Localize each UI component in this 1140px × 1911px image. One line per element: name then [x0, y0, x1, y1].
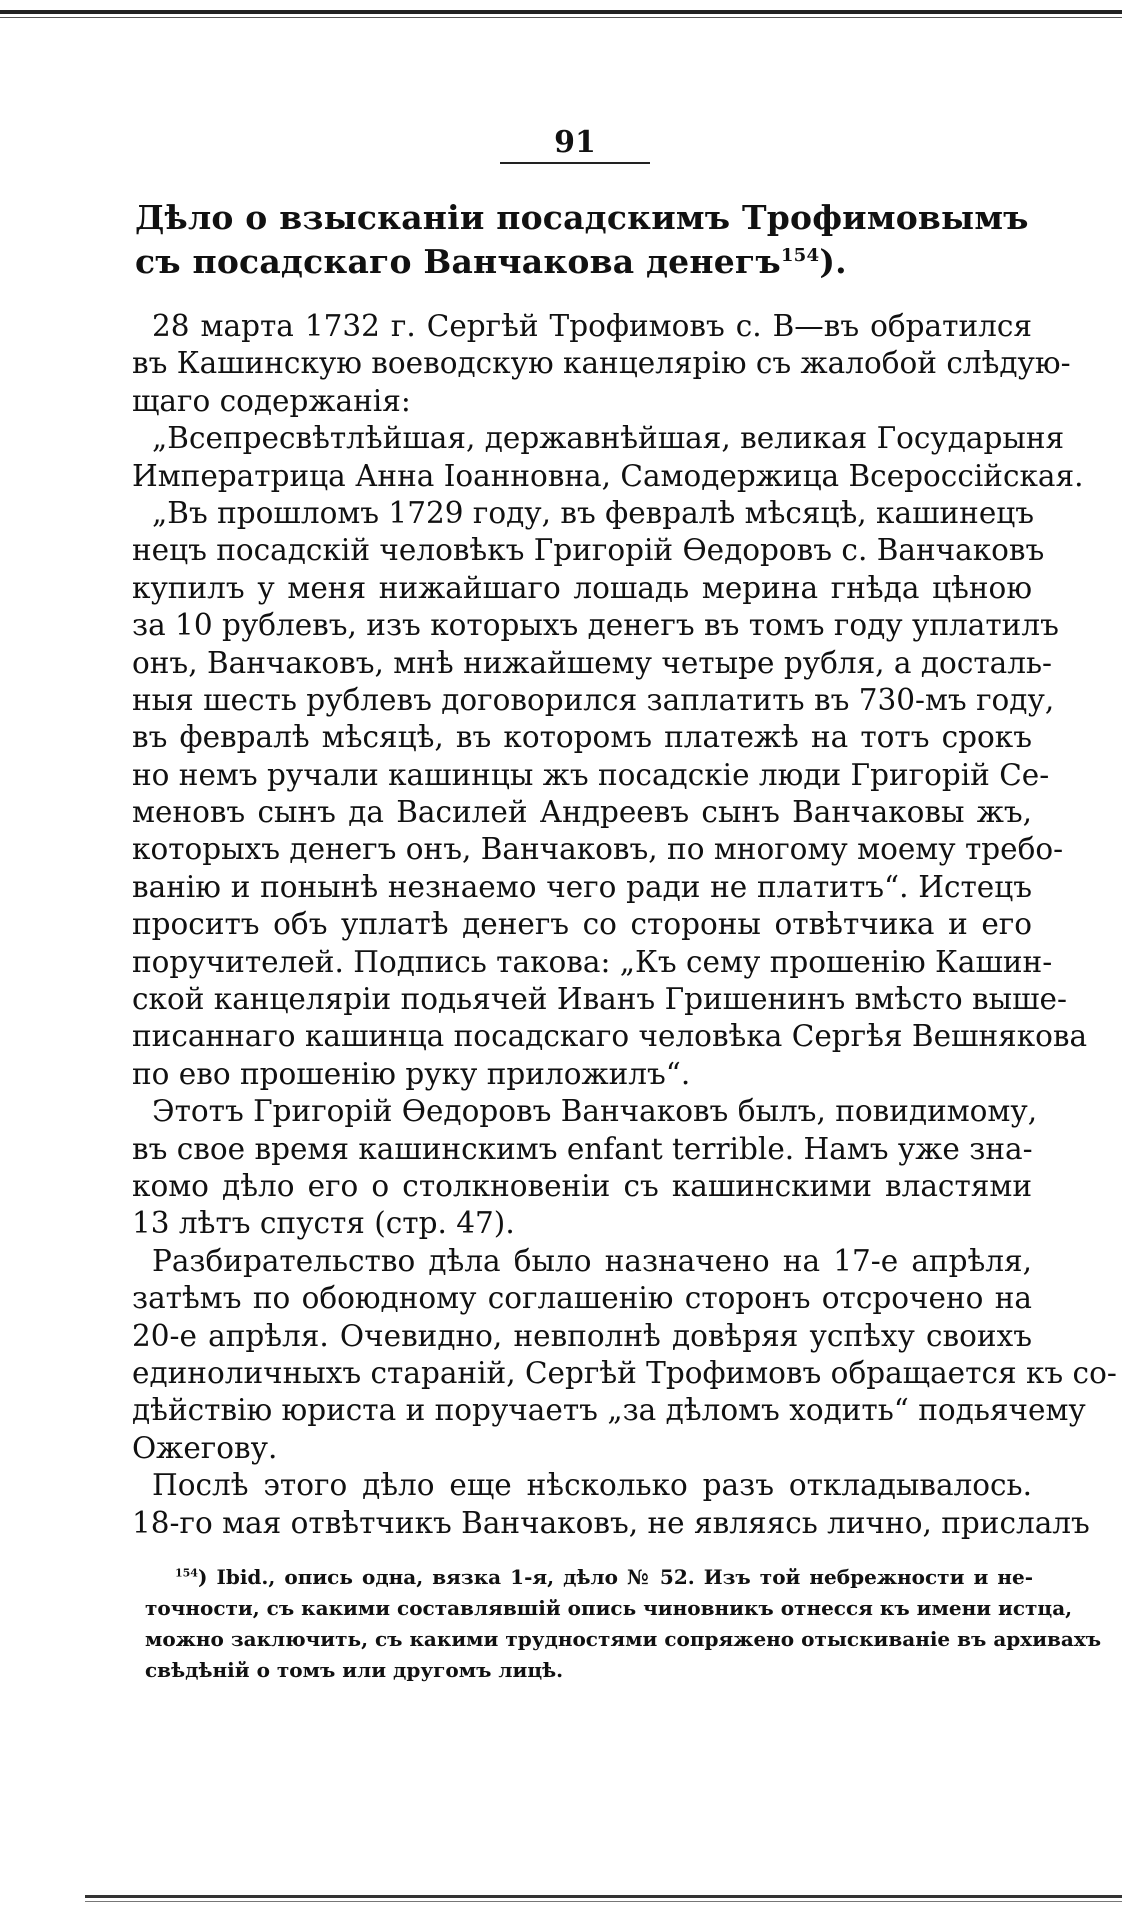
top-border-rule	[0, 10, 1122, 14]
top-border-thin-rule	[0, 17, 1122, 18]
bottom-border-thin-rule	[85, 1901, 1122, 1902]
body-text	[132, 308, 1117, 1542]
body-line: писаннаго кашинца посадскаго человѣка Сергѣя Вешнякова	[132, 1019, 1088, 1054]
body-line: Этотъ Григорій Ѳедоровъ Ванчаковъ былъ, повидимому,	[152, 1094, 1038, 1129]
body-line: но немъ ручали кашинцы жъ посадскіе люди Григорій Се-	[132, 757, 1050, 792]
footnote-line	[145, 1562, 1033, 1593]
body-line: затѣмъ по обоюдному соглашенію сторонъ отсрочено на	[132, 1281, 1032, 1316]
body-line: ской канцеляріи подьячей Иванъ Гришенинъ вмѣсто выше-	[132, 982, 1067, 1017]
title-line-2-end: ).	[819, 242, 847, 281]
title-line-2-text: съ посадскаго Ванчакова денегъ	[135, 242, 781, 281]
page-number: 91	[554, 125, 596, 160]
bottom-border-rule	[85, 1895, 1122, 1898]
title-footnote-ref: 154	[780, 245, 820, 266]
body-line: „Въ прошломъ 1729 году, въ февралѣ мѣсяцѣ, кашинецъ	[152, 495, 1035, 530]
body-line: ныя шесть рублевъ договорился заплатить въ 730-мъ году,	[132, 682, 1055, 717]
page-number-underline	[500, 162, 650, 164]
footnote-ref-number: 154	[175, 1566, 198, 1580]
footnote-line: точности, съ какими составлявшій опись чиновникъ отнесся къ имени истца,	[145, 1596, 1073, 1620]
body-line: единоличныхъ стараній, Сергѣй Трофимовъ обращается къ со-	[132, 1355, 1117, 1390]
body-line: которыхъ денегъ онъ, Ванчаковъ, по многому моему требо-	[132, 832, 1064, 867]
body-line: въ Кашинскую воеводскую канцелярію съ жалобой слѣдую-	[132, 346, 1071, 381]
body-line: Императрица Анна Іоанновна, Самодержица Всероссійская.	[132, 458, 1084, 493]
title-line-2	[135, 240, 1035, 284]
body-line: онъ, Ванчаковъ, мнѣ нижайшему четыре рубля, а досталь-	[132, 645, 1053, 680]
body-line: комо дѣло его о столкновеніи съ кашинскими властями	[132, 1168, 1032, 1203]
footnote	[145, 1562, 1102, 1686]
body-line: Послѣ этого дѣло еще нѣсколько разъ откладывалось.	[152, 1468, 1032, 1503]
body-line: дѣйствію юриста и поручаетъ „за дѣломъ ходить“ подьячему	[132, 1393, 1086, 1428]
body-line: 13 лѣтъ спустя (стр. 47).	[132, 1206, 515, 1241]
body-line: 28 марта 1732 г. Сергѣй Трофимовъ с. В—въ обратился	[152, 309, 1032, 343]
body-line: по ево прошенію руку приложилъ“.	[132, 1056, 691, 1091]
body-line: 18-го мая отвѣтчикъ Ванчаковъ, не являясь лично, прислалъ	[132, 1505, 1090, 1540]
body-line: нецъ посадскій человѣкъ Григорій Ѳедоровъ с. Ванчаковъ	[132, 533, 1045, 568]
body-line: меновъ сынъ да Василей Андреевъ сынъ Ванчаковы жъ,	[132, 795, 1032, 830]
body-line: въ свое время кашинскимъ enfant terrible. Намъ уже зна-	[132, 1131, 1033, 1166]
title-line-1: Дѣло о взысканіи посадскимъ Трофимовымъ	[135, 198, 1029, 237]
body-line: „Всепресвѣтлѣйшая, державнѣйшая, великая Государыня	[152, 421, 1065, 456]
footnote-line: можно заключить, съ какими трудностями сопряжено отыскиваніе въ архивахъ	[145, 1627, 1102, 1651]
body-line: 20-е апрѣля. Очевидно, невполнѣ довѣряя успѣху своихъ	[132, 1318, 1032, 1353]
body-line: ванію и понынѣ незнаемо чего ради не платитъ“. Истецъ	[132, 869, 1032, 904]
body-line: поручителей. Подпись такова: „Къ сему прошенію Кашин-	[132, 944, 1053, 979]
footnote-line-text: ) Ibid., опись одна, вязка 1-я, дѣло № 52. Изъ той небрежности и не-	[197, 1565, 1033, 1589]
body-line: купилъ у меня нижайшаго лошадь мерина гнѣда цѣною	[132, 570, 1032, 605]
body-line: проситъ объ уплатѣ денегъ со стороны отвѣтчика и его	[132, 907, 1032, 942]
body-line: за 10 рублевъ, изъ которыхъ денегъ въ томъ году уплатилъ	[132, 608, 1059, 643]
footnote-line: свѣдѣній о томъ или другомъ лицѣ.	[145, 1658, 564, 1682]
body-line: щаго содержанія:	[132, 383, 411, 418]
section-title	[135, 196, 1035, 284]
body-line: въ февралѣ мѣсяцѣ, въ которомъ платежѣ на тотъ срокъ	[132, 720, 1032, 755]
body-line: Ожегову.	[132, 1430, 278, 1465]
body-line: Разбирательство дѣла было назначено на 17-е апрѣля,	[152, 1243, 1032, 1278]
